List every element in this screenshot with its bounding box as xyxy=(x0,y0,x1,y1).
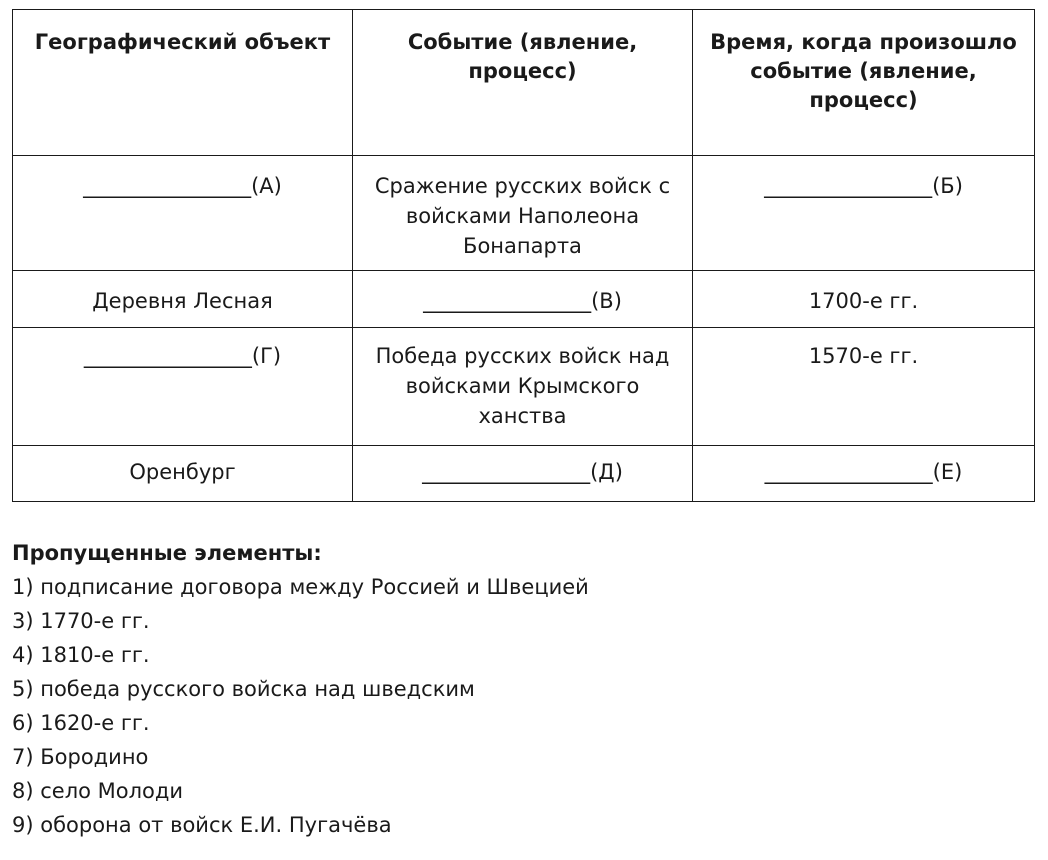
table-row xyxy=(13,156,1035,271)
list-item: 9) оборона от войск Е.И. Пугачёва xyxy=(12,813,392,837)
cell-event: Победа русских войск над войсками Крымского ханства xyxy=(353,328,693,446)
missing-elements-list xyxy=(12,536,589,842)
cell-blank-d: ________________(Д) xyxy=(353,446,693,502)
list-item: 7) Бородино xyxy=(12,745,149,769)
cell-blank-g: ________________(Г) xyxy=(13,328,353,446)
cell-object: Оренбург xyxy=(13,446,353,502)
missing-elements-title: Пропущенные элементы: xyxy=(12,541,322,565)
header-event: Событие (явление, процесс) xyxy=(353,10,693,156)
list-item: 3) 1770-е гг. xyxy=(12,609,150,633)
cell-blank-v: ________________(В) xyxy=(353,271,693,328)
cell-event: Сражение русских войск с войсками Наполеона Бонапарта xyxy=(353,156,693,271)
table-header-row xyxy=(13,10,1035,156)
cell-blank-e: ________________(Е) xyxy=(693,446,1035,502)
cell-time: 1700-е гг. xyxy=(693,271,1035,328)
cell-blank-a: ________________(А) xyxy=(13,156,353,271)
table-row xyxy=(13,446,1035,502)
history-table xyxy=(12,9,1035,502)
table-row xyxy=(13,271,1035,328)
cell-blank-b: ________________(Б) xyxy=(693,156,1035,271)
cell-object: Деревня Лесная xyxy=(13,271,353,328)
list-item: 6) 1620-е гг. xyxy=(12,711,150,735)
header-time: Время, когда произошло событие (явление, процесс) xyxy=(693,10,1035,156)
list-item: 5) победа русского войска над шведским xyxy=(12,677,475,701)
list-item: 8) село Молоди xyxy=(12,779,184,803)
cell-time: 1570-е гг. xyxy=(693,328,1035,446)
table-row xyxy=(13,328,1035,446)
list-item: 1) подписание договора между Россией и Швецией xyxy=(12,575,589,599)
header-geographic-object: Географический объект xyxy=(13,10,353,156)
list-item: 4) 1810-е гг. xyxy=(12,643,150,667)
